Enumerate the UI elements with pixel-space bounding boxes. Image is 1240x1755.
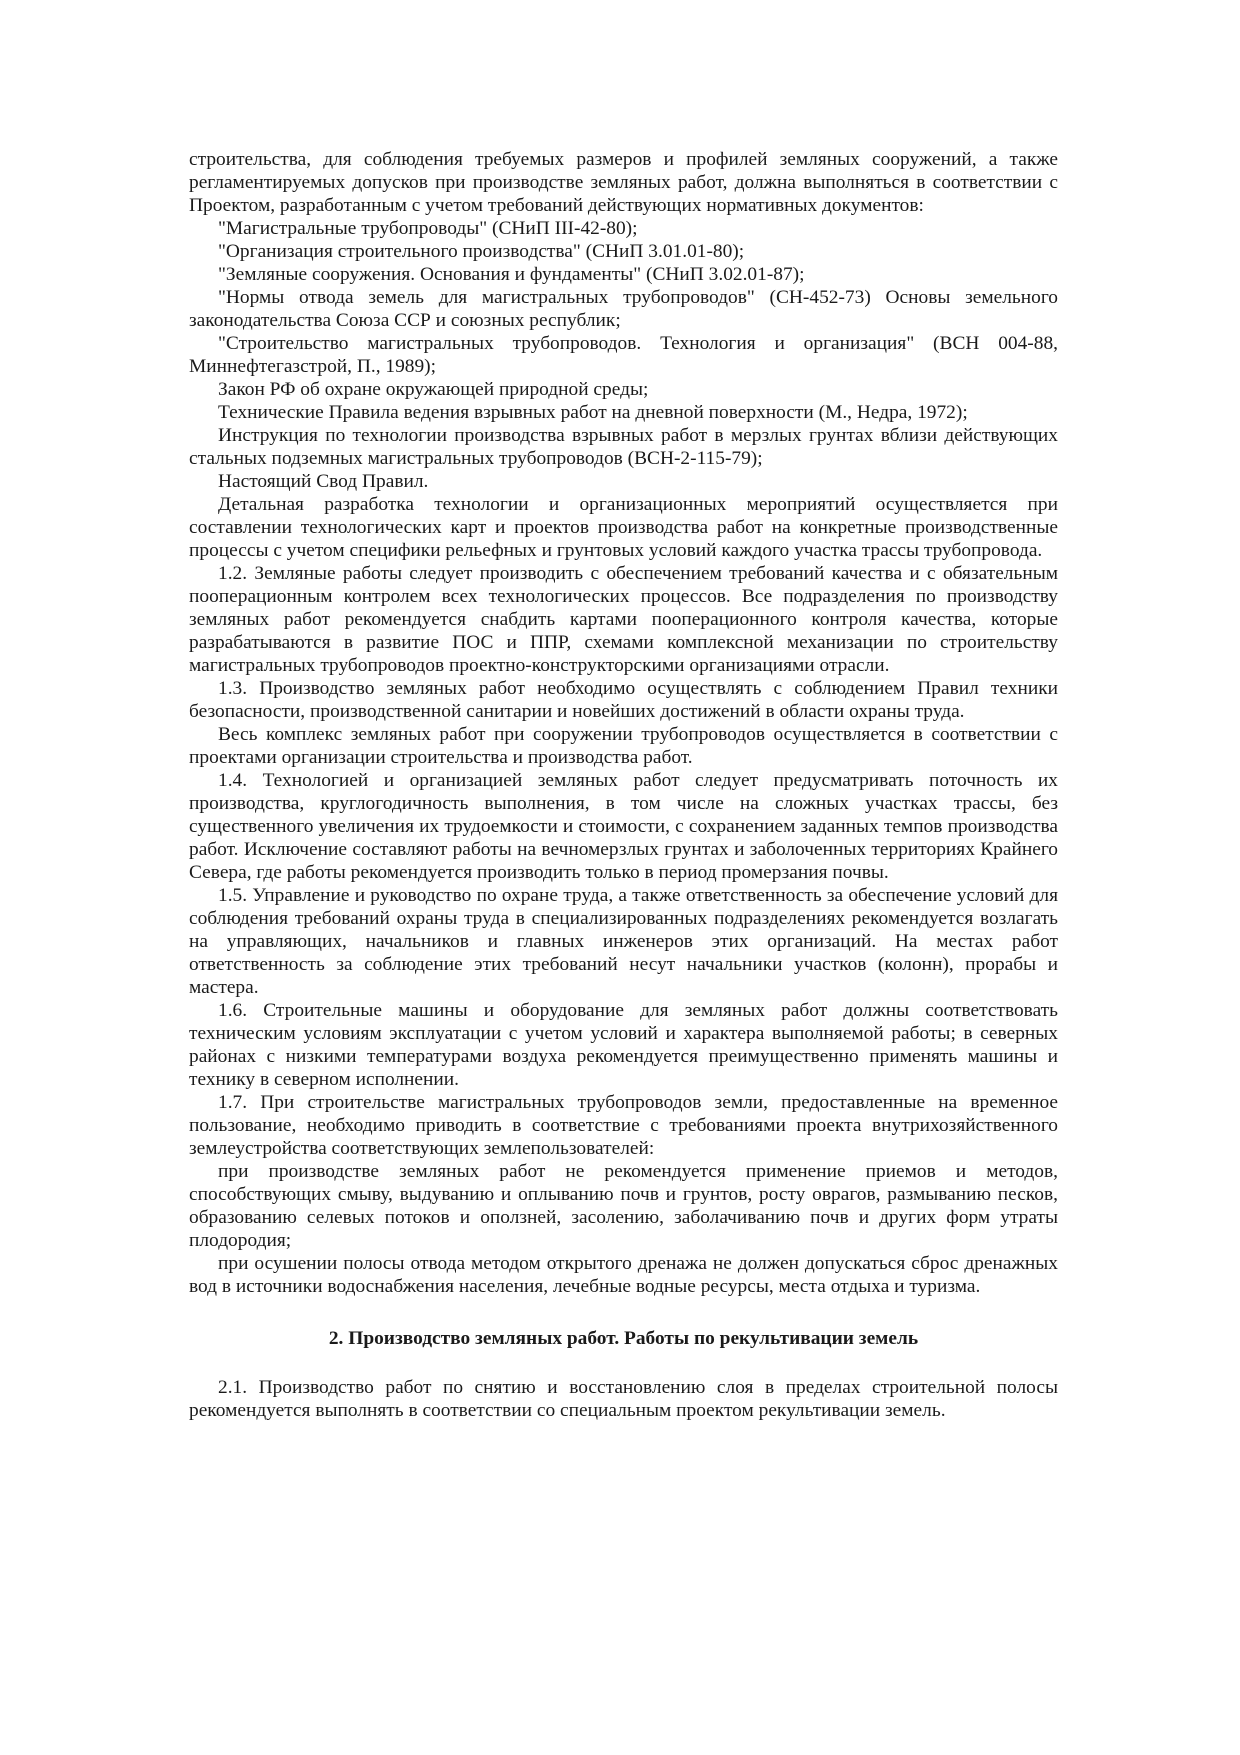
paragraph-reference-snip-3-01-01-80: "Организация строительного производства" (СНиП 3.01.01-80);: [218, 241, 745, 262]
paragraph-clause-1-3: 1.3. Производство земляных работ необходимо осуществлять с соблюдением Правил техники безопасности, производственной санитарии и новейших достижений в области охраны труда.: [189, 678, 1058, 722]
paragraph-clause-1-4: 1.4. Технологией и организацией земляных работ следует предусматривать поточность их производства, круглогодичность выполнения, в том числе на сложных участках трассы, без существенного увеличения их трудоемкости и стоимости, с сохранением заданных темпов производства работ. Исключение составляют работы на вечномерзлых грунтах и заболоченных территориях Крайнего Севера, где работы рекомендуется производить только в период промерзания почвы.: [189, 770, 1058, 883]
paragraph-clause-2-1: 2.1. Производство работ по снятию и восстановлению слоя в пределах строительной полосы рекомендуется выполнять в соответствии со специальным проектом рекультивации земель.: [189, 1377, 1058, 1421]
paragraph-continuation: строительства, для соблюдения требуемых размеров и профилей земляных сооружений, а также регламентируемых допусков при производстве земляных работ, должна выполняться в соответствии с Проектом, разработанным с учетом требований действующих нормативных документов:: [189, 149, 1058, 216]
paragraph-clause-1-7: 1.7. При строительстве магистральных трубопроводов земли, предоставленные на временное пользование, необходимо приводить в соответствие с требованиями проекта внутрихозяйственного землеустройства соответствующих землепользователей:: [189, 1092, 1058, 1159]
paragraph-reference-snip-iii-42-80: "Магистральные трубопроводы" (СНиП III-42-80);: [218, 218, 638, 239]
paragraph-drainage: при осушении полосы отвода методом открытого дренажа не должен допускаться сброс дренажных вод в источники водоснабжения населения, лечебные водные ресурсы, места отдыха и туризма.: [189, 1253, 1058, 1297]
paragraph-reference-sn-452-73: "Нормы отвода земель для магистральных трубопроводов" (СН-452-73) Основы земельного законодательства Союза ССР и союзных республик;: [189, 287, 1058, 331]
paragraph-clause-1-2: 1.2. Земляные работы следует производить с обеспечением требований качества и с обязательным пооперационным контролем всех технологических процессов. Все подразделения по производству земляных работ рекомендуется снабдить картами пооперационного контроля качества, которые разрабатываются в развитие ПОС и ППР, схемами комплексной механизации по строительству магистральных трубопроводов проектно-конструкторскими организациями отрасли.: [189, 563, 1058, 676]
paragraph-reference-vsn-004-88: "Строительство магистральных трубопроводов. Технология и организация" (ВСН 004-88, Миннефтегазстрой, П., 1989);: [189, 333, 1058, 377]
paragraph-reference-environment-law: Закон РФ об охране окружающей природной среды;: [218, 379, 649, 400]
paragraph-reference-snip-3-02-01-87: "Земляные сооружения. Основания и фундаменты" (СНиП 3.02.01-87);: [218, 264, 805, 285]
paragraph-soil-protection: при производстве земляных работ не рекомендуется применение приемов и методов, способствующих смыву, выдуванию и оплыванию почв и грунтов, росту оврагов, размыванию песков, образованию селевых потоков и оползней, засолению, заболачиванию почв и других форм утраты плодородия;: [189, 1161, 1058, 1251]
paragraph-clause-1-5: 1.5. Управление и руководство по охране труда, а также ответственность за обеспечение условий для соблюдения требований охраны труда в специализированных подразделениях рекомендуется возлагать на управляющих, начальников и главных инженеров этих организаций. На местах работ ответственность за соблюдение этих требований несут начальники участков (колонн), прорабы и мастера.: [189, 885, 1058, 998]
paragraph-detailed-development: Детальная разработка технологии и организационных мероприятий осуществляется при составлении технологических карт и проектов производства работ на конкретные производственные процессы с учетом специфики рельефных и грунтовых условий каждого участка трассы трубопровода.: [189, 494, 1058, 561]
paragraph-reference-blasting-rules: Технические Правила ведения взрывных работ на дневной поверхности (М., Недра, 1972);: [218, 402, 968, 423]
document-page: [189, 148, 1058, 1422]
paragraph-whole-complex: Весь комплекс земляных работ при сооружении трубопроводов осуществляется в соответствии с проектами организации строительства и производства работ.: [189, 724, 1058, 768]
section-heading: 2. Производство земляных работ. Работы по рекультивации земель: [328, 1328, 919, 1349]
paragraph-clause-1-6: 1.6. Строительные машины и оборудование для земляных работ должны соответствовать техническим условиям эксплуатации с учетом условий и характера выполняемой работы; в северных районах с низкими температурами воздуха рекомендуется преимущественно применять машины и технику в северном исполнении.: [189, 1000, 1058, 1090]
paragraph-reference-this-code: Настоящий Свод Правил.: [218, 471, 429, 492]
paragraph-reference-vsn-2-115-79: Инструкция по технологии производства взрывных работ в мерзлых грунтах вблизи действующих стальных подземных магистральных трубопроводов (ВСН-2-115-79);: [189, 425, 1058, 469]
